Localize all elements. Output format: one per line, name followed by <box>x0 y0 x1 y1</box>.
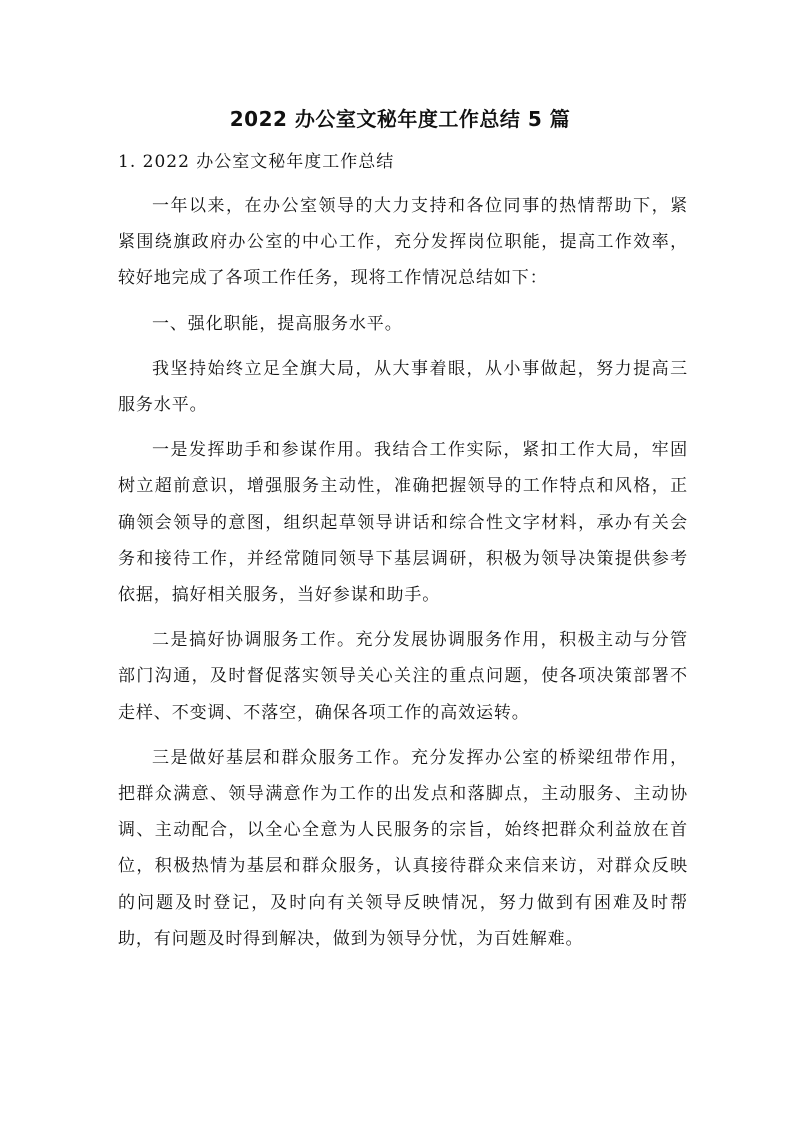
section-heading: 1. 2022 办公室文秘年度工作总结 <box>118 152 395 172</box>
paragraph-point-one: 一是发挥助手和参谋作用。我结合工作实际，紧扣工作大局，牢固树立超前意识，增强服务主动性，准确把握领导的工作特点和风格，正确领会领导的意图，组织起草领导讲话和综合性文字材料，承办有关会务和接待工作，并经常随同领导下基层调研，积极为领导决策提供参考依据，搞好相关服务，当好参谋和助手。 <box>118 440 688 606</box>
paragraph-intro: 一年以来，在办公室领导的大力支持和各位同事的热情帮助下，紧紧围绕旗政府办公室的中心工作，充分发挥岗位职能，提高工作效率，较好地完成了各项工作任务，现将工作情况总结如下： <box>118 196 688 289</box>
document-body <box>118 188 688 966</box>
document-title: 2022 办公室文秘年度工作总结 5 篇 <box>229 107 571 131</box>
paragraph-point-three: 三是做好基层和群众服务工作。充分发挥办公室的桥梁纽带作用，把群众满意、领导满意作为工作的出发点和落脚点，主动服务、主动协调、主动配合，以全心全意为人民服务的宗旨，始终把群众利益放在首位，积极热情为基层和群众服务，认真接待群众来信来访，对群众反映的问题及时登记，及时向有关领导反映情况，努力做到有困难及时帮助，有问题及时得到解决，做到为领导分忧，为百姓解难。 <box>118 747 688 949</box>
paragraph-overview: 我坚持始终立足全旗大局，从大事着眼，从小事做起，努力提高三服务水平。 <box>118 358 688 416</box>
paragraph-subheading: 一、强化职能，提高服务水平。 <box>152 313 403 334</box>
paragraph-point-two: 二是搞好协调服务工作。充分发展协调服务作用，积极主动与分管部门沟通，及时督促落实领导关心关注的重点问题，使各项决策部署不走样、不变调、不落空，确保各项工作的高效运转。 <box>118 630 688 723</box>
